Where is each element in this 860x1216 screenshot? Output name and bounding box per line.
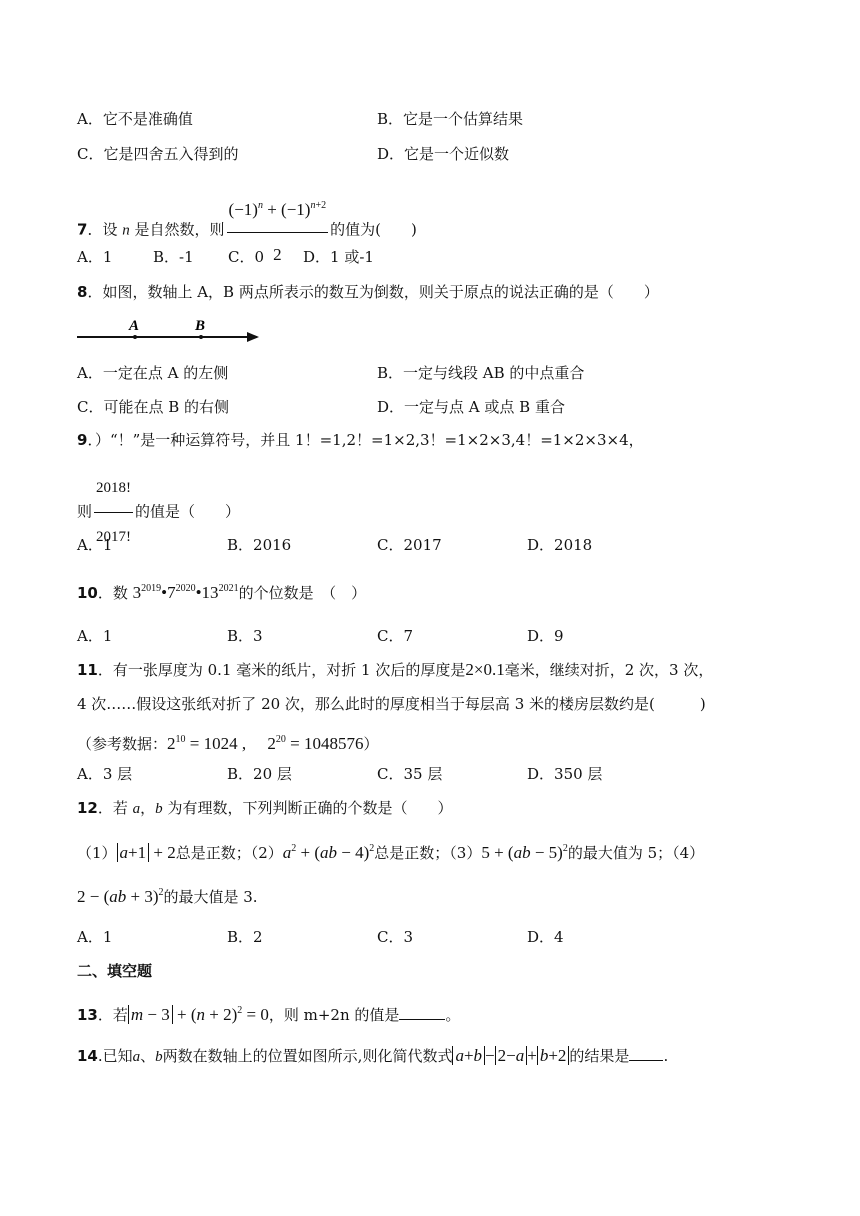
q12-text-post: 为有理数，下列判断正确的个数是（ ） <box>162 799 453 817</box>
q12-separator: ， <box>140 799 156 817</box>
q8-point-b <box>199 335 203 339</box>
q12-variable-a: a <box>132 801 141 817</box>
q14-answer-blank[interactable] <box>629 1046 663 1061</box>
q13-answer-blank[interactable] <box>399 1005 445 1020</box>
q14-text-mid: 两数在数轴上的位置如图所示,则化简代数式 <box>162 1047 453 1065</box>
q7-fraction-numerator: $(-1)^n + (-1)^{n+2}$ <box>227 186 329 233</box>
q9-text: ．）“！”是一种运算符号，并且 1！=1,2！=1×2,3！=1×2×3,4！=1×2×3×4， <box>87 431 644 449</box>
q11-option-b: B．20 层 <box>227 765 292 783</box>
q13-text-pre: ．若 <box>97 1006 128 1024</box>
q13-text-end: 。 <box>445 1006 461 1024</box>
q12-s1-post: 总是正数；（2） <box>175 844 283 862</box>
q8-label-a: A <box>129 318 140 334</box>
q14-text-end: . <box>663 1047 669 1065</box>
q11-ref-pre: （参考数据： <box>77 735 168 753</box>
q12-s4-post: 的最大值是 3. <box>163 888 258 906</box>
q11-expression: 2×0.1 <box>465 660 505 679</box>
q12-option-a: A．1 <box>77 928 113 946</box>
q12-stem <box>77 797 452 820</box>
q7-option-b: B．-1 <box>153 248 194 266</box>
q12-option-b: B．2 <box>227 928 263 946</box>
q12-option-c: C．3 <box>377 928 414 946</box>
q7-variable: n <box>122 222 130 239</box>
q12-s3-post: 的最大值为 5；（4） <box>567 844 705 862</box>
q7-option-a: A．1 <box>77 248 113 266</box>
q10-text-post: 的个位数是 （ ） <box>238 584 367 602</box>
q6-option-a: A．它不是准确值 <box>77 110 193 128</box>
q8-text: ．如图，数轴上 A，B 两点所表示的数互为倒数，则关于原点的说法正确的是（ ） <box>87 283 659 301</box>
q7-fraction-denominator: 2 <box>273 245 282 264</box>
q12-statements-line2 <box>77 882 258 908</box>
q14-separator: 、 <box>140 1047 156 1065</box>
q12-s2-post: 总是正数；（3） <box>374 844 482 862</box>
q14-variable-a: a <box>132 1049 141 1065</box>
q8-option-b: B．一定与线段 AB 的中点重合 <box>377 364 585 382</box>
q8-number-line-figure <box>77 314 267 350</box>
q9-stem <box>77 429 644 451</box>
q7-text-mid: 是自然数，则 <box>134 220 225 239</box>
q14-variable-b: b <box>155 1049 163 1065</box>
q8-option-c: C．可能在点 B 的右侧 <box>77 398 230 416</box>
q10-number: 10 <box>77 584 98 602</box>
q11-stem-line2: 4 次……假设这张纸对折了 20 次，那么此时的厚度相当于每层高 3 米的楼房层数约是( ) <box>77 695 706 713</box>
q12-text-pre: ．若 <box>97 799 133 817</box>
q14-number: 14 <box>77 1047 98 1065</box>
q8-option-d: D．一定与点 A 或点 B 重合 <box>377 398 565 416</box>
q12-s1-expression: a+1 + 2 <box>117 843 176 862</box>
q11-number: 11 <box>77 661 98 679</box>
q11-text-post: 毫米，继续对折，2 次，3 次， <box>504 661 714 679</box>
q9-option-a: A．1 <box>77 536 113 554</box>
q12-option-d: D．4 <box>527 928 564 946</box>
q12-s3-expression: 5 + (ab − 5)$^2$ <box>481 843 568 862</box>
q13-number: 13 <box>77 1006 98 1024</box>
q11-option-c: C．35 层 <box>377 765 443 783</box>
q9-option-c: C．2017 <box>377 536 442 554</box>
q8-option-a: A．一定在点 A 的左侧 <box>77 364 229 382</box>
q9-option-b: B．2016 <box>227 536 292 554</box>
q10-text-pre: ．数 <box>97 584 133 602</box>
q6-option-d: D．它是一个近似数 <box>377 145 510 163</box>
q6-option-c: C．它是四舍五入得到的 <box>77 145 239 163</box>
q12-s2-expression: $a^2 + (ab - 4)^2$ <box>282 843 375 862</box>
q12-number: 12 <box>77 799 98 817</box>
q9-option-d: D．2018 <box>527 536 593 554</box>
q8-number: 8 <box>77 283 88 301</box>
q10-option-a: A．1 <box>77 627 113 645</box>
q11-stem-line1 <box>77 659 713 681</box>
q8-stem <box>77 281 659 303</box>
q14-expression: a+b − 2−a + b+2 <box>452 1046 569 1065</box>
q8-label-b: B <box>195 318 206 334</box>
q7-number: 7 <box>77 220 88 239</box>
q10-option-c: C．7 <box>377 627 414 645</box>
q10-stem <box>77 578 366 604</box>
q9-text-post: 的值是（ ） <box>135 502 241 521</box>
q11-text-pre: ．有一张厚度为 0.1 毫米的纸片，对折 1 次后的厚度是 <box>97 661 466 679</box>
q13-stem <box>77 1000 460 1026</box>
q10-option-b: B．3 <box>227 627 263 645</box>
q12-s1-label: （1） <box>77 844 117 862</box>
q6-option-b: B．它是一个估算结果 <box>377 110 524 128</box>
q9-fraction-numerator: 2018! <box>94 466 133 513</box>
q13-expression: $m - 3 + (n + 2)^2 = 0$ <box>128 1005 269 1024</box>
q11-option-a: A．3 层 <box>77 765 133 783</box>
q7-text-post: 的值为( ) <box>330 220 417 239</box>
q9-fraction-denominator: 2017! <box>96 529 132 545</box>
q11-ref-post: ） <box>363 735 379 753</box>
q7-text-pre: ．设 <box>87 220 118 239</box>
q9-text-pre: 则 <box>77 502 93 521</box>
q14-text-pre: .已知 <box>97 1047 133 1065</box>
q12-variable-b: b <box>155 801 163 817</box>
q10-option-d: D．9 <box>527 627 564 645</box>
q12-s4-expression: 2 − (ab + 3)$^2$ <box>77 887 164 906</box>
q11-option-d: D．350 层 <box>527 765 603 783</box>
section-heading-fill-in: 二、填空题 <box>77 962 153 980</box>
q11-reference-data <box>77 729 378 755</box>
q13-text-post: ，则 m+2n 的值是 <box>268 1006 400 1024</box>
q7-option-c: C．0 <box>228 248 265 266</box>
q10-expression: $3^{2019}•7^{2020}•13^{2021}$ <box>132 583 239 602</box>
q11-ref-expression: $2^{10} = 1024$ , $2^{20} = 1048576$ <box>167 734 364 753</box>
q7-option-d: D．1 或-1 <box>303 248 374 266</box>
q12-statements-line1 <box>77 838 704 864</box>
q9-number: 9 <box>77 431 88 449</box>
q14-stem: 14.已知a、b两数在数轴上的位置如图所示,则化简代数式 a+b − 2−a + b+2 的结果是 . <box>77 1046 669 1065</box>
q8-arrow-head <box>247 332 259 342</box>
q8-point-a <box>133 335 137 339</box>
